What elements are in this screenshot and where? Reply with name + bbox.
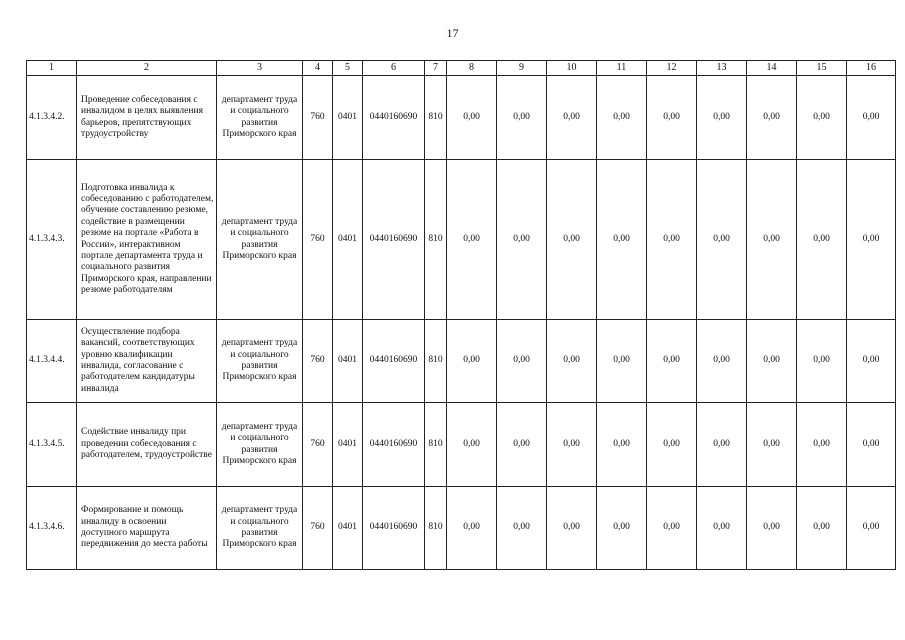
row-code: 4.1.3.4.2.	[27, 76, 77, 160]
row-name: Осуществление подбора вакансий, соответствующих уровню квалификации инвалида, согласование с работодателем кандидатуры инвалида	[77, 320, 217, 403]
table-row	[27, 487, 896, 570]
row-vr: 810	[425, 403, 447, 487]
budget-table	[26, 60, 896, 570]
row-name: Формирование и помощь инвалиду в освоении доступного маршрута передвижения до места работы	[77, 487, 217, 570]
column-header: 6	[363, 61, 425, 76]
row-amount: 0,00	[697, 160, 747, 320]
row-amount: 0,00	[797, 76, 847, 160]
column-header: 16	[847, 61, 896, 76]
row-rzpr: 0401	[333, 320, 363, 403]
column-header: 12	[647, 61, 697, 76]
row-executor: департамент труда и социального развития Приморского края	[217, 403, 303, 487]
row-rzpr: 0401	[333, 403, 363, 487]
row-grbs: 760	[303, 160, 333, 320]
table-row	[27, 160, 896, 320]
row-code: 4.1.3.4.5.	[27, 403, 77, 487]
row-executor: департамент труда и социального развития Приморского края	[217, 76, 303, 160]
row-amount: 0,00	[547, 160, 597, 320]
row-code: 4.1.3.4.3.	[27, 160, 77, 320]
row-amount: 0,00	[547, 403, 597, 487]
column-header: 8	[447, 61, 497, 76]
row-grbs: 760	[303, 76, 333, 160]
table-row	[27, 403, 896, 487]
row-amount: 0,00	[547, 487, 597, 570]
row-amount: 0,00	[597, 403, 647, 487]
row-amount: 0,00	[647, 160, 697, 320]
column-header: 4	[303, 61, 333, 76]
row-amount: 0,00	[747, 487, 797, 570]
row-csr: 0440160690	[363, 320, 425, 403]
row-grbs: 760	[303, 403, 333, 487]
row-csr: 0440160690	[363, 487, 425, 570]
column-header: 5	[333, 61, 363, 76]
row-grbs: 760	[303, 487, 333, 570]
header-row	[27, 61, 896, 76]
row-rzpr: 0401	[333, 76, 363, 160]
row-amount: 0,00	[847, 76, 896, 160]
row-amount: 0,00	[647, 320, 697, 403]
row-amount: 0,00	[847, 320, 896, 403]
row-grbs: 760	[303, 320, 333, 403]
row-amount: 0,00	[497, 320, 547, 403]
row-amount: 0,00	[547, 320, 597, 403]
row-amount: 0,00	[547, 76, 597, 160]
column-header: 13	[697, 61, 747, 76]
row-vr: 810	[425, 160, 447, 320]
row-csr: 0440160690	[363, 403, 425, 487]
row-amount: 0,00	[747, 160, 797, 320]
row-amount: 0,00	[797, 403, 847, 487]
row-amount: 0,00	[797, 320, 847, 403]
row-amount: 0,00	[597, 487, 647, 570]
row-amount: 0,00	[747, 403, 797, 487]
table-row	[27, 320, 896, 403]
column-header: 14	[747, 61, 797, 76]
row-amount: 0,00	[697, 320, 747, 403]
row-amount: 0,00	[597, 160, 647, 320]
column-header: 9	[497, 61, 547, 76]
row-amount: 0,00	[497, 76, 547, 160]
row-amount: 0,00	[797, 487, 847, 570]
row-name: Подготовка инвалида к собеседованию с работодателем, обучение составлению резюме, содействие в размещении резюме на портале «Работа в России», интерактивном портале департамента труда и социального развития Приморского края, направлении резюме работодателям	[77, 160, 217, 320]
row-code: 4.1.3.4.4.	[27, 320, 77, 403]
column-header: 2	[77, 61, 217, 76]
column-header: 10	[547, 61, 597, 76]
row-amount: 0,00	[697, 487, 747, 570]
row-amount: 0,00	[747, 320, 797, 403]
row-csr: 0440160690	[363, 76, 425, 160]
row-amount: 0,00	[647, 487, 697, 570]
row-vr: 810	[425, 76, 447, 160]
column-header: 3	[217, 61, 303, 76]
row-amount: 0,00	[497, 403, 547, 487]
column-header: 15	[797, 61, 847, 76]
row-vr: 810	[425, 320, 447, 403]
row-amount: 0,00	[847, 403, 896, 487]
row-amount: 0,00	[647, 403, 697, 487]
row-amount: 0,00	[697, 403, 747, 487]
row-amount: 0,00	[497, 487, 547, 570]
column-header: 1	[27, 61, 77, 76]
table-row	[27, 76, 896, 160]
row-amount: 0,00	[447, 160, 497, 320]
row-amount: 0,00	[447, 487, 497, 570]
row-amount: 0,00	[847, 487, 896, 570]
page-number: 17	[446, 26, 459, 40]
row-vr: 810	[425, 487, 447, 570]
column-header: 11	[597, 61, 647, 76]
row-amount: 0,00	[847, 160, 896, 320]
row-amount: 0,00	[597, 320, 647, 403]
row-name: Проведение собеседования с инвалидом в целях выявления барьеров, препятствующих трудоустройству	[77, 76, 217, 160]
row-amount: 0,00	[447, 76, 497, 160]
row-amount: 0,00	[447, 403, 497, 487]
row-rzpr: 0401	[333, 487, 363, 570]
row-executor: департамент труда и социального развития Приморского края	[217, 487, 303, 570]
column-header: 7	[425, 61, 447, 76]
row-executor: департамент труда и социального развития Приморского края	[217, 320, 303, 403]
row-csr: 0440160690	[363, 160, 425, 320]
row-amount: 0,00	[697, 76, 747, 160]
row-amount: 0,00	[747, 76, 797, 160]
row-code: 4.1.3.4.6.	[27, 487, 77, 570]
row-name: Содействие инвалиду при проведении собеседования с работодателем, трудоустройстве	[77, 403, 217, 487]
row-amount: 0,00	[447, 320, 497, 403]
row-executor: департамент труда и социального развития Приморского края	[217, 160, 303, 320]
row-rzpr: 0401	[333, 160, 363, 320]
row-amount: 0,00	[497, 160, 547, 320]
row-amount: 0,00	[647, 76, 697, 160]
row-amount: 0,00	[797, 160, 847, 320]
row-amount: 0,00	[597, 76, 647, 160]
